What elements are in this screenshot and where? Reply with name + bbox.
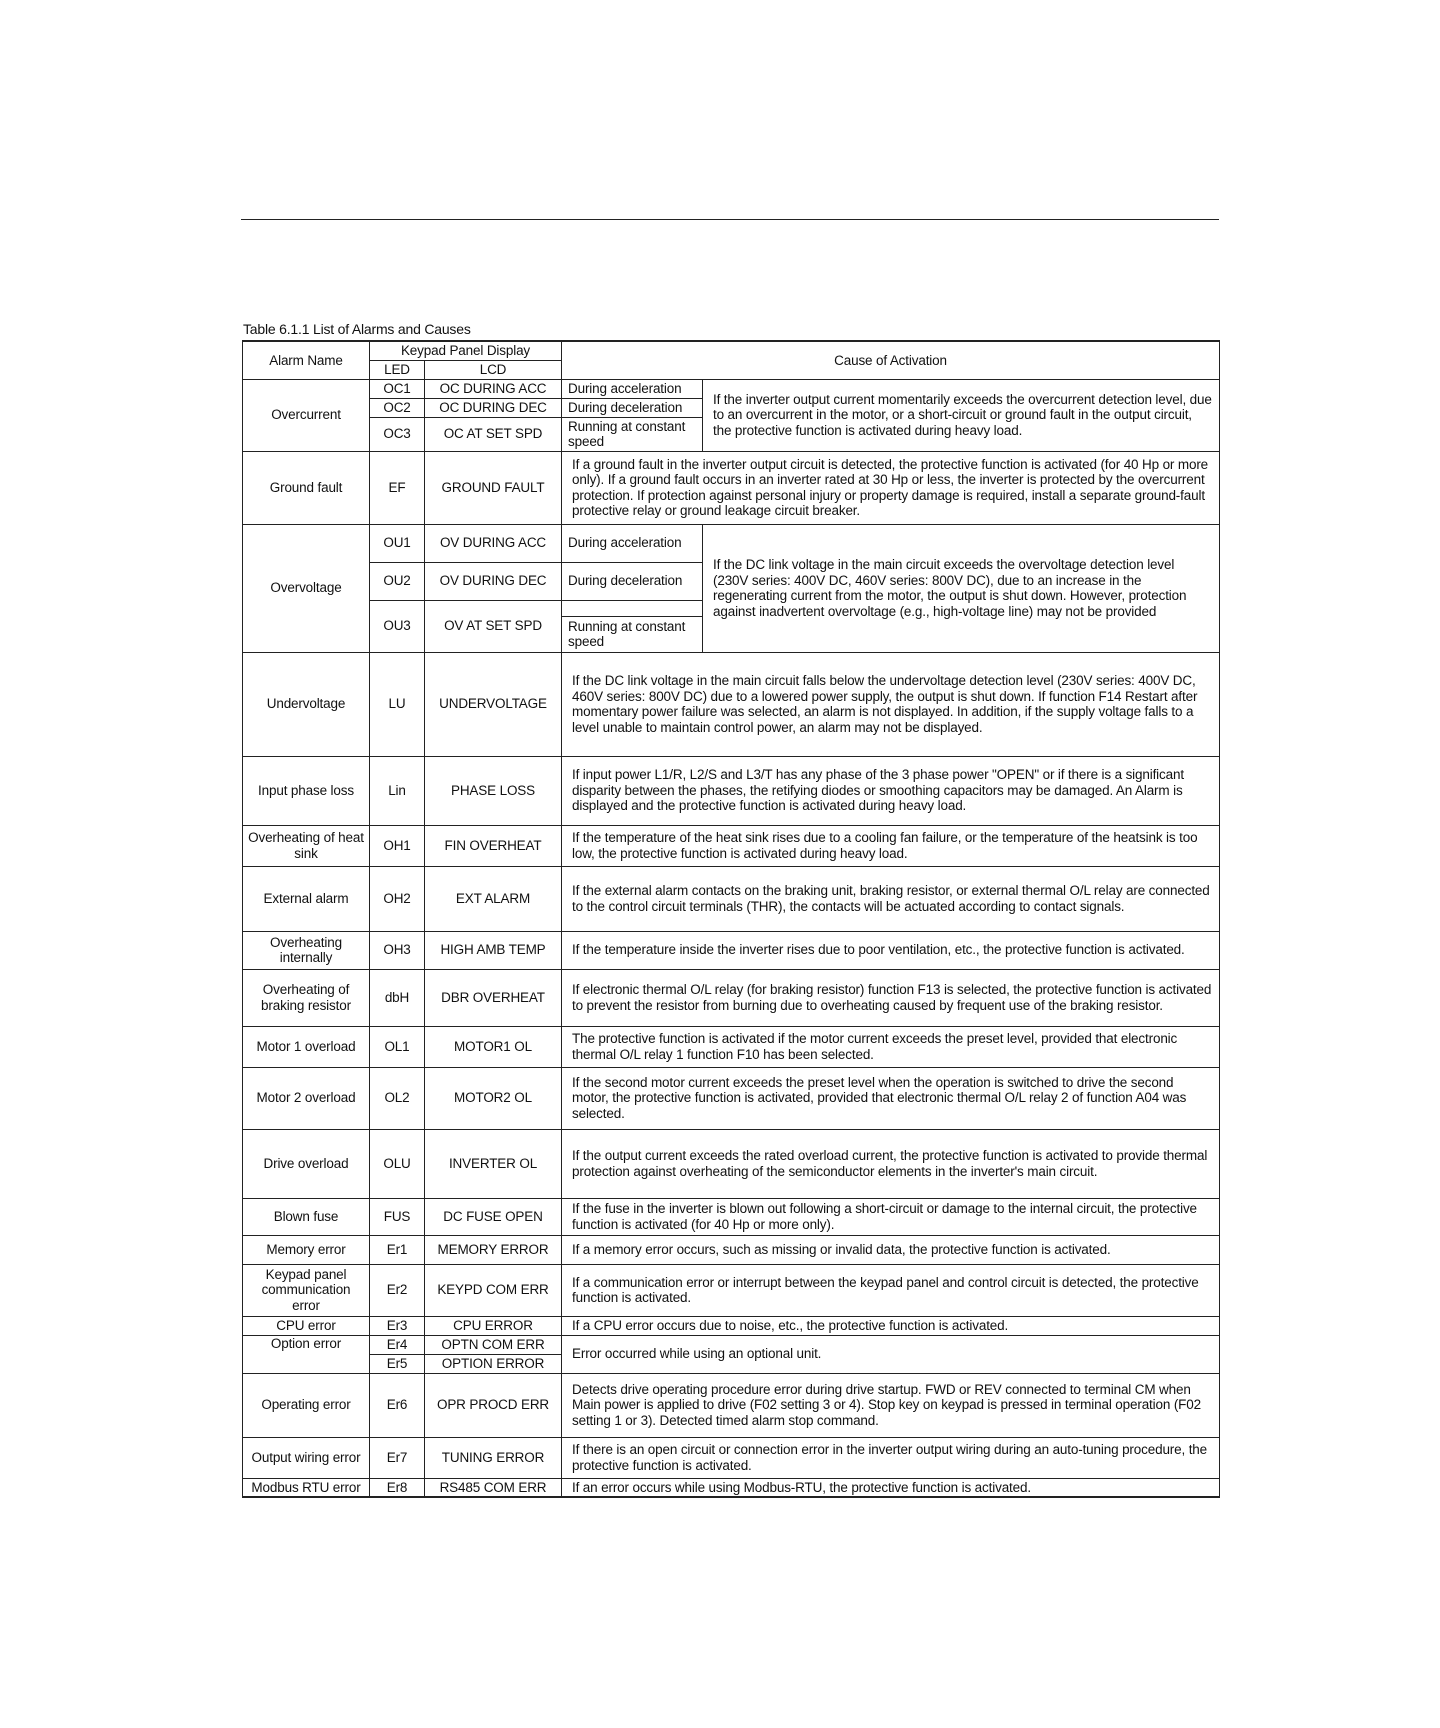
cause-text: If the DC link voltage in the main circuit falls below the undervoltage detection level (230V series: 400V DC, 460V series: 800V DC) due to a lowered power supply, the output is shut down. If function F14 Restart after momentary power failure was selected, an alarm is not displayed. In addition, if the supply voltage falls to a level unable to maintain control power, an alarm may not be displayed. [562, 652, 1220, 756]
lcd-text: KEYPD COM ERR [425, 1264, 562, 1316]
lcd-text: EXT ALARM [425, 866, 562, 931]
led-code: OL2 [370, 1067, 425, 1129]
lcd-text: HIGH AMB TEMP [425, 931, 562, 969]
cause-text: If the output current exceeds the rated overload current, the protective function is activated to provide thermal protection against overheating of the semiconductor elements in the inverter's main circuit. [562, 1129, 1220, 1198]
led-code: FUS [370, 1198, 425, 1235]
cause-text: If the DC link voltage in the main circuit exceeds the overvoltage detection level (230V series: 400V DC, 460V series: 800V DC), due to an increase in the regenerating current from the motor, the output is shut down. However, protection against inadvertent overvoltage (e.g., high-voltage line) may not be provided [703, 524, 1220, 652]
cause-text: If an error occurs while using Modbus-RTU, the protective function is activated. [562, 1478, 1220, 1497]
lcd-text: UNDERVOLTAGE [425, 652, 562, 756]
lcd-text: CPU ERROR [425, 1316, 562, 1335]
cause-text: If electronic thermal O/L relay (for braking resistor) function F13 is selected, the protective function is activated to prevent the resistor from burning due to overheating caused by frequent use of the braking resistor. [562, 969, 1220, 1026]
table-row [243, 379, 1220, 398]
cause-text: The protective function is activated if the motor current exceeds the preset level, provided that electronic thermal O/L relay 1 function F10 has been selected. [562, 1026, 1220, 1067]
lcd-text: INVERTER OL [425, 1129, 562, 1198]
lcd-text: OPTN COM ERR [425, 1335, 562, 1354]
alarm-name: CPU error [243, 1316, 370, 1335]
alarm-name: Modbus RTU error [243, 1478, 370, 1497]
lcd-text: FIN OVERHEAT [425, 825, 562, 866]
phase-spacer [562, 600, 703, 616]
led-code: Lin [370, 756, 425, 825]
alarm-name: Memory error [243, 1235, 370, 1264]
alarm-name: Ground fault [243, 451, 370, 524]
operating-phase: During acceleration [562, 524, 703, 562]
lcd-text: OV DURING DEC [425, 562, 562, 600]
cause-text: Error occurred while using an optional unit. [562, 1335, 1220, 1373]
cause-text: If a ground fault in the inverter output circuit is detected, the protective function is activated (for 40 Hp or more only). If a ground fault occurs in an inverter rated at 30 Hp or less, the inverter is protected by the overcurrent protection. If protection against personal injury or property damage is required, install a separate ground-fault protective relay or ground leakage circuit breaker. [562, 451, 1220, 524]
cause-text: If the temperature of the heat sink rises due to a cooling fan failure, or the temperature of the heatsink is too low, the protective function is activated during heavy load. [562, 825, 1220, 866]
lcd-text: TUNING ERROR [425, 1437, 562, 1478]
led-code: OH1 [370, 825, 425, 866]
top-rule [241, 219, 1219, 220]
header-alarm-name: Alarm Name [243, 341, 370, 379]
alarm-name: External alarm [243, 866, 370, 931]
table-row [243, 1235, 1220, 1264]
alarm-name: Motor 1 overload [243, 1026, 370, 1067]
header-keypad: Keypad Panel Display [370, 341, 562, 360]
alarm-name: Motor 2 overload [243, 1067, 370, 1129]
lcd-text: GROUND FAULT [425, 451, 562, 524]
alarm-name: Keypad panel communication error [243, 1264, 370, 1316]
led-code: OU2 [370, 562, 425, 600]
cause-text: If the second motor current exceeds the preset level when the operation is switched to drive the second motor, the protective function is activated, provided that electronic thermal O/L relay 2 of function A04 was selected. [562, 1067, 1220, 1129]
led-code: OC2 [370, 398, 425, 417]
led-code: OU3 [370, 600, 425, 652]
lcd-text: OC DURING DEC [425, 398, 562, 417]
lcd-text: RS485 COM ERR [425, 1478, 562, 1497]
alarm-name: Overheating of heat sink [243, 825, 370, 866]
lcd-text: MEMORY ERROR [425, 1235, 562, 1264]
cause-text: If a communication error or interrupt between the keypad panel and control circuit is detected, the protective function is activated. [562, 1264, 1220, 1316]
lcd-text: MOTOR1 OL [425, 1026, 562, 1067]
table-row [243, 524, 1220, 562]
table-row [243, 931, 1220, 969]
alarm-name: Undervoltage [243, 652, 370, 756]
lcd-text: DC FUSE OPEN [425, 1198, 562, 1235]
header-cause: Cause of Activation [562, 341, 1220, 379]
table-row [243, 1478, 1220, 1497]
alarm-name: Drive overload [243, 1129, 370, 1198]
lcd-text: DBR OVERHEAT [425, 969, 562, 1026]
led-code: Er6 [370, 1373, 425, 1437]
cause-text: If the inverter output current momentarily exceeds the overcurrent detection level, due to an overcurrent in the motor, or a short-circuit or ground fault in the output circuit, the protective function is activated during heavy load. [703, 379, 1220, 451]
lcd-text: PHASE LOSS [425, 756, 562, 825]
alarm-name: Option error [243, 1335, 370, 1373]
table-row [243, 756, 1220, 825]
operating-phase: Running at constant speed [562, 417, 703, 451]
cause-text: If the external alarm contacts on the braking unit, braking resistor, or external thermal O/L relay are connected to the control circuit terminals (THR), the contacts will be actuated according to contact signals. [562, 866, 1220, 931]
table-row [243, 652, 1220, 756]
led-code: Er2 [370, 1264, 425, 1316]
table-row [243, 866, 1220, 931]
led-code: Er1 [370, 1235, 425, 1264]
led-code: dbH [370, 969, 425, 1026]
table-row [243, 1437, 1220, 1478]
alarm-name: Overheating of braking resistor [243, 969, 370, 1026]
operating-phase: During acceleration [562, 379, 703, 398]
alarms-table [242, 340, 1220, 1498]
header-row [243, 341, 1220, 360]
led-code: EF [370, 451, 425, 524]
table-row [243, 1067, 1220, 1129]
table-row [243, 1373, 1220, 1437]
led-code: OLU [370, 1129, 425, 1198]
cause-text: If a CPU error occurs due to noise, etc., the protective function is activated. [562, 1316, 1220, 1335]
table-row [243, 1129, 1220, 1198]
header-led: LED [370, 360, 425, 379]
operating-phase: During deceleration [562, 562, 703, 600]
led-code: OU1 [370, 524, 425, 562]
table-row [243, 1264, 1220, 1316]
table-row [243, 1026, 1220, 1067]
table-row [243, 825, 1220, 866]
led-code: OC1 [370, 379, 425, 398]
led-code: OL1 [370, 1026, 425, 1067]
cause-text: If a memory error occurs, such as missing or invalid data, the protective function is activated. [562, 1235, 1220, 1264]
table-row [243, 1316, 1220, 1335]
table-caption: Table 6.1.1 List of Alarms and Causes [243, 321, 471, 337]
lcd-text: OPR PROCD ERR [425, 1373, 562, 1437]
lcd-text: OV DURING ACC [425, 524, 562, 562]
alarm-name: Input phase loss [243, 756, 370, 825]
alarm-name: Overcurrent [243, 379, 370, 451]
alarm-name: Blown fuse [243, 1198, 370, 1235]
led-code: OH3 [370, 931, 425, 969]
cause-text: If there is an open circuit or connection error in the inverter output wiring during an auto-tuning procedure, the protective function is activated. [562, 1437, 1220, 1478]
led-code: LU [370, 652, 425, 756]
table-row [243, 451, 1220, 524]
lcd-text: MOTOR2 OL [425, 1067, 562, 1129]
alarm-name: Overvoltage [243, 524, 370, 652]
operating-phase: Running at constant speed [562, 616, 703, 652]
alarm-name: Overheating internally [243, 931, 370, 969]
alarm-name: Output wiring error [243, 1437, 370, 1478]
alarm-name: Operating error [243, 1373, 370, 1437]
lcd-text: OC AT SET SPD [425, 417, 562, 451]
lcd-text: OPTION ERROR [425, 1354, 562, 1373]
led-code: Er5 [370, 1354, 425, 1373]
cause-text: If input power L1/R, L2/S and L3/T has any phase of the 3 phase power "OPEN" or if there is a significant disparity between the phases, the retifying diodes or smoothing capacitors may be damaged. An Alarm is displayed and the protective function is activated during heavy load. [562, 756, 1220, 825]
led-code: OH2 [370, 866, 425, 931]
cause-text: If the temperature inside the inverter rises due to poor ventilation, etc., the protective function is activated. [562, 931, 1220, 969]
lcd-text: OV AT SET SPD [425, 600, 562, 652]
led-code: Er4 [370, 1335, 425, 1354]
led-code: Er8 [370, 1478, 425, 1497]
cause-text: If the fuse in the inverter is blown out following a short-circuit or damage to the internal circuit, the protective function is activated (for 40 Hp or more only). [562, 1198, 1220, 1235]
table-row [243, 969, 1220, 1026]
led-code: OC3 [370, 417, 425, 451]
table-row [243, 1335, 1220, 1354]
led-code: Er3 [370, 1316, 425, 1335]
table-row [243, 1198, 1220, 1235]
led-code: Er7 [370, 1437, 425, 1478]
lcd-text: OC DURING ACC [425, 379, 562, 398]
header-lcd: LCD [425, 360, 562, 379]
cause-text: Detects drive operating procedure error during drive startup. FWD or REV connected to terminal CM when Main power is applied to drive (F02 setting 3 or 4). Stop key on keypad is pressed in terminal operation (F02 setting 1 or 3). Detected timed alarm stop command. [562, 1373, 1220, 1437]
operating-phase: During deceleration [562, 398, 703, 417]
